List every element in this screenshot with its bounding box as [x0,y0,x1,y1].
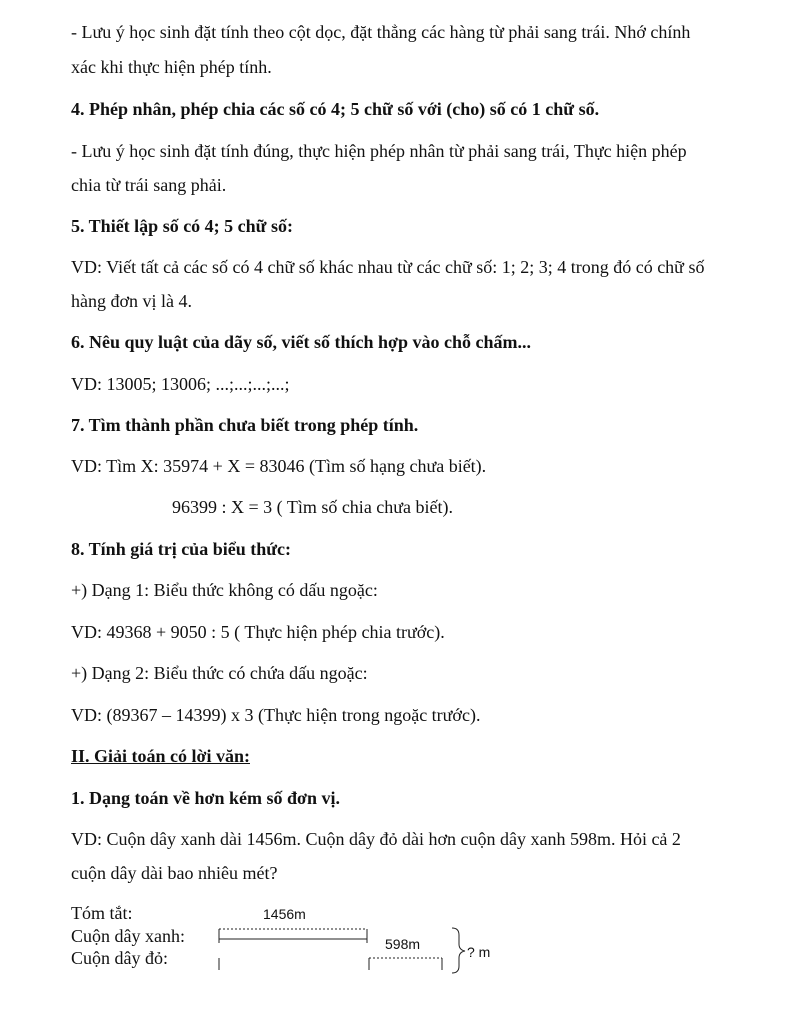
heading-section-6: 6. Nêu quy luật của dãy số, viết số thích hợp vào chỗ chấm... [71,332,532,352]
word-problem-line2: cuộn dây dài bao nhiêu mét? [71,863,278,883]
note-multiply-divide-line2: chia từ trái sang phải. [71,175,227,195]
section-8-example-1: VD: 49368 + 9050 : 5 ( Thực hiện phép chia trước). [71,622,445,642]
heading-section-5: 5. Thiết lập số có 4; 5 chữ số: [71,216,293,236]
section-8-type-1: +) Dạng 1: Biểu thức không có dấu ngoặc: [71,580,378,600]
heading-problem-type-1: 1. Dạng toán về hơn kém số đơn vị. [71,788,340,808]
word-problem-line1: VD: Cuộn dây xanh dài 1456m. Cuộn dây đỏ dài hơn cuộn dây xanh 598m. Hỏi cả 2 [71,829,681,849]
extra-length-label: 598m [385,936,421,952]
summary-blue-label: Cuộn dây xanh: [71,926,185,946]
section-8-example-2: VD: (89367 – 14399) x 3 (Thực hiện trong ngoặc trước). [71,705,481,725]
example-section-5-line1: VD: Viết tất cả các số có 4 chữ số khác nhau từ các chữ số: 1; 2; 3; 4 trong đó có chữ số [71,257,705,277]
total-brace [452,928,465,973]
example-section-6: VD: 13005; 13006; ...;...;...;...; [71,374,290,394]
summary-title: Tóm tắt: [71,903,133,923]
heading-section-8: 8. Tính giá trị của biểu thức: [71,539,291,559]
heading-section-4: 4. Phép nhân, phép chia các số có 4; 5 chữ số với (cho) số có 1 chữ số. [71,99,600,119]
blue-length-label: 1456m [263,906,306,922]
section-8-type-2: +) Dạng 2: Biểu thức có chứa dấu ngoặc: [71,663,368,683]
summary-red-label: Cuộn dây đỏ: [71,948,168,968]
example-section-5-line2: hàng đơn vị là 4. [71,291,192,311]
note-column-alignment-line2: xác khi thực hiện phép tính. [71,57,272,77]
example-section-7-line2: 96399 : X = 3 ( Tìm số chia chưa biết). [172,497,454,517]
total-question-label: ? m [467,944,491,960]
note-column-alignment-line1: - Lưu ý học sinh đặt tính theo cột dọc, đặt thẳng các hàng từ phải sang trái. Nhớ chính [71,22,691,42]
example-section-7-line1: VD: Tìm X: 35974 + X = 83046 (Tìm số hạng chưa biết). [71,456,487,476]
note-multiply-divide-line1: - Lưu ý học sinh đặt tính đúng, thực hiện phép nhân từ phải sang trái, Thực hiện phép [71,141,687,161]
heading-part-II: II. Giải toán có lời văn: [71,746,250,766]
heading-section-7: 7. Tìm thành phần chưa biết trong phép tính. [71,415,419,435]
